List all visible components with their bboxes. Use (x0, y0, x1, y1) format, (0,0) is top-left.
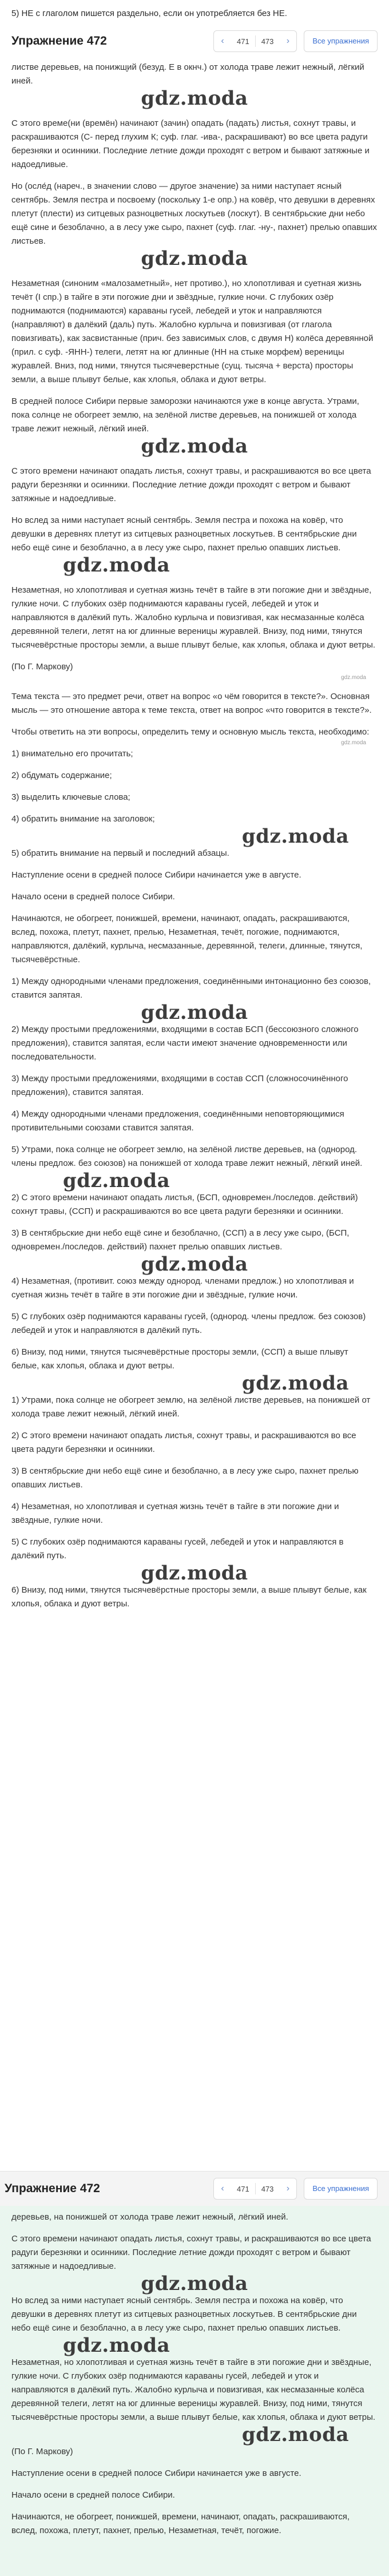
watermark: gdz.moda (141, 1562, 248, 1585)
exercise-pager (213, 30, 297, 52)
prev-arrow-icon[interactable]: ‹ (221, 36, 224, 46)
exercise-header (0, 24, 389, 58)
watermark: gdz.moda (141, 1253, 248, 1276)
solution-paragraph: С этого времени начинают опадать листья, сохнут травы, и раскрашиваются во все цвета радуги березняки и осинники. Последние летние дожди проходят с ветром и бывают затяжные и надоедливые. (11, 2234, 371, 2271)
solution-paragraph: Но вслед за ними наступает ясный сентябрь. Земля пестра и похожа на ковёр, что девушки в деревнях плетут из ситцевых разноцветных лоскутьев. В сентябрьские дни небо ещё сине и безоблачно, а в лесу уже сыро, пахнет прелью опавших листьев. (11, 515, 357, 553)
watermark: gdz.moda (241, 1372, 349, 1395)
prev-arrow-icon[interactable]: ‹ (221, 2184, 224, 2193)
watermark: gdz.moda (241, 2423, 349, 2446)
sentence-item: 5) С глубоких озёр поднимаются караваны гусей, (однород. члены предлож. без союзов) лебедей и уток и направляются в далёкий путь. (11, 1312, 366, 1335)
watermark: gdz.moda (141, 1001, 248, 1024)
sentence-item: 1) Утрами, пока солнце не обогреет землю, на зелёной листве деревьев, на понижшей от холода траве лежит нежный, лёгкий иней. (11, 1395, 371, 1419)
next-arrow-icon[interactable]: › (286, 2184, 290, 2193)
rule-item: 2) Между простыми предложениями, входящими в состав БСП (бессоюзного сложного предложения), ставится запятая, если части имеют значение одновременности или последовательности. (11, 1025, 359, 1062)
solution-paragraph: листве деревьев, на понижш̬ий (безуд. Е в окнч.) от холода траве лежит нежный, лёгкий иней. (11, 62, 364, 86)
exercise-title: Упражнение 472 (11, 34, 107, 47)
rule-item: 1) Между однородными членами предложения, соединёнными интонационно без союзов, ставится запятая. (11, 977, 371, 1000)
sentence-item: 5) С глубоких озёр поднимаются караваны гусей, лебедей и уток и направляются в далёкий путь. (11, 1537, 344, 1561)
sentence-item: 5) Утрами, пока солнце не обогреет землю, на зелёной листве деревьев, на (однород. члены предлож. без союзов) на понижшей от холода траве лежит нежный, лёгкий иней. (11, 1145, 363, 1168)
solution-paragraph: Тема текста — это предмет речи, ответ на вопрос «о чём говорится в тексте?». Основная мысль — это отношение автора к теме текста, ответ на вопрос «что говорится в тексте?». (11, 692, 372, 715)
sentence-item: 2) С этого времени начинают опадать листья, (БСП, одновремен./последов. действий) сохнут травы, (ССП) и раскрашиваются во все цвета радуги березняки и осинники. (11, 1193, 358, 1216)
solution-paragraph: Незаметная, но хлопотливая и суетная жизнь течёт в тайге в эти погожие дни и звёздные, гулкие ночи. С глубоких озёр поднимаются караваны гусей, лебедей и уток и направляются в далёкий путь. Жалобно курлыча и повизгивая, как несмазанные колёса деревянной телеги, летят на юг длинные вереницы журавлей. Внизу, под ними, тянутся тысячевёрстные просторы земли, а выше плывут белые, как хлопья, облака и дуют ветры. (11, 585, 376, 650)
list-item: 1) внимательно его прочитать; (11, 749, 133, 759)
main-idea: Наступление осени в средней полосе Сибири начинается уже в августе. (11, 870, 301, 880)
all-exercises-button[interactable]: Все упражнения (304, 2178, 378, 2200)
solution-paragraph: Чтобы ответить на эти вопросы, определить тему и основную мысль текста, необходимо: (11, 727, 370, 737)
list-item: 3) выделить ключевые слова; (11, 792, 130, 802)
prev-exercise-link[interactable]: 471 (236, 37, 249, 46)
sentence-item: 4) Незаметная, но хлопотливая и суетная жизнь течёт в тайге в эти погожие дни и звёздные, гулкие ночи. (11, 1502, 339, 1525)
solution-body (0, 58, 389, 1611)
list-item: 2) обдумать содержание; (11, 771, 112, 780)
solution-paragraph: С этого времени начинают опадать листья, сохнут травы, и раскрашиваются во все цвета радуги березняки и осинники. Последние летние дожди проходят с ветром и бывают затяжные и надоедливые. (11, 466, 371, 503)
main-idea: Наступление осени в средней полосе Сибири начинается уже в августе. (11, 2468, 301, 2478)
watermark: gdz.moda (141, 435, 248, 458)
text-title: Начало осени в средней полосе Сибири. (11, 892, 175, 902)
solution-paragraph: Но вслед за ними наступает ясный сентябрь. Земля пестра и похожа на ковёр, что девушки в деревнях плетут из ситцевых разноцветных лоскутьев. В сентябрьские дни небо ещё сине и безоблачно, а в лесу уже сыро, пахнет прелью опавших листьев. (11, 2296, 357, 2333)
solution-paragraph: С этого време(ни (времён) начинают (зачин) опадать (падать) листья, сохнут травы, и раскрашиваются (С- перед глухим К; суф. глаг. -ива-, раскрашивают) во все цвета радуги березняки и осинники. Последние летние дожди проходят с ветром и бывают затяжные и надоедливые. (11, 118, 370, 169)
solution-paragraph: Незаметная (синоним «малозаметный», нет противо.), но хлопотливая и суетная жизнь течёт (I спр.) в тайге в эти погожие дни и звёздные, гулкие ночи. С глубоких озёр поднимаются (поднимаются) караваны гусей, лебедей и уток и направляются (направляют) в далёкий (даль) путь. Жалобно курлыча и повизгивая (от глагола повизгивать), как засвистанные (прич. без зависимых слов, с двумя Н) колёса деревянной (прил. с суф. -ЯНН-) телеги, летят на юг длинные (НН на стыке морфем) вереницы журавлей. Вниз, под ними, тянутся тысячеверстные (сущ. тысяча + верста) просторы земли, а выше плывут белые, как хлопья, облака и дуют ветры. (11, 279, 374, 384)
sentence-item: 2) С этого времени начинают опадать листья, сохнут травы, и раскрашиваются во все цвета радуги березняки и осинники. (11, 1431, 356, 1454)
sentence-item: 6) Внизу, под ними, тянутся тысячевёрстные просторы земли, (ССП) а выше плывут белые, как хлопья, облака и дуют ветры. (11, 1347, 348, 1371)
solution-paragraph: Но (осле́д (нареч., в значении слово — другое значение) за ними наступает ясный сентябрь. Земля пестра и посвоему (поскольку 1-е опр.) на ковёр, что девушки в деревнях плетут (плести) из ситцевых разноцветных лоскутьев (лоскут). В сентябрьские дни небо ещё сине и безоблачно, а в лесу уже сыро, пахнет (суф. глаг. -ну-, пахнет) прелью опавших листьев. (11, 181, 377, 246)
prev-exercise-link[interactable]: 471 (236, 2184, 249, 2193)
watermark: gdz.moda (141, 247, 248, 270)
watermark: gdz.moda (63, 554, 170, 577)
solution-paragraph: Незаметная, но хлопотливая и суетная жизнь течёт в тайге в эти погожие дни и звёздные, гулкие ночи. С глубоких озёр поднимаются караваны гусей, лебедей и уток и направляются в далёкий путь. Жалобно курлыча и повизгивая, как несмазанные колёса деревянной телеги, летят на юг длинные вереницы журавлей. Внизу, под ними, тянутся тысячевёрстные просторы земли, а выше плывут белые, как хлопья, облака и дуют ветры. (11, 2357, 376, 2422)
next-exercise-link[interactable]: 473 (261, 2184, 274, 2193)
exercise-pager (213, 2178, 297, 2200)
list-item: 5) обратить внимание на первый и последний абзацы. (11, 848, 229, 858)
watermark: gdz.moda (241, 825, 349, 848)
watermark-small: gdz.moda (341, 674, 366, 681)
watermark: gdz.moda (141, 2272, 248, 2295)
sentence-item: 4) Незаметная, (противит. союз между однород. членами предлож.) но хлопотливая и суетная жизнь течёт в тайге в эти погожие дни и звёздные, гулкие ночи. (11, 1276, 354, 1300)
sentence-item: 3) В сентябрьские дни небо ещё сине и безоблачно, а в лесу уже сыро, пахнет прелью опавших листьев. (11, 1466, 359, 1490)
watermark-small: gdz.moda (341, 740, 366, 746)
text-title: Начало осени в средней полосе Сибири. (11, 2490, 175, 2500)
exercise-title: Упражнение 472 (5, 2182, 100, 2195)
rule-item: 4) Между однородными членами предложения, соединёнными неповторяющимися противительными союзами ставится запятая. (11, 1109, 344, 1133)
source-attribution: (По Г. Маркову) (11, 662, 73, 672)
rule-item: 3) Между простыми предложениями, входящими в состав ССП (сложносочинённого предложения), ставится запятая. (11, 1074, 348, 1097)
solution-paragraph: Начинаются, не обогреет, понижшей, времени, начинают, опадать, раскрашиваются, вслед, похожа, плетут, пахнет, прелью, Незаметная, течёт, погожие, поднимаются, направляются, далёкий, курлыча, несмазанные, деревянной, телеги, длинные, тянутся, тысячевёрстные. (11, 914, 363, 964)
note-text: 5) НЕ с глаголом пишется раздельно, если он употребляется без НЕ. (11, 9, 287, 18)
next-arrow-icon[interactable]: › (286, 36, 290, 46)
solution-paragraph: Начинаются, не обогреет, понижшей, времени, начинают, опадать, раскрашиваются, вслед, похожа, плетут, пахнет, прелью, Незаметная, течёт, погожие. (11, 2512, 350, 2535)
watermark: gdz.moda (63, 2334, 170, 2357)
next-exercise-link[interactable]: 473 (261, 37, 274, 46)
solution-paragraph: деревьев, на понижшей от холода траве лежит нежный, лёгкий иней. (11, 2212, 288, 2222)
solution-paragraph: В средней полосе Сибири первые заморозки начинаются уже в конце августа. Утрами, пока солнце не обогреет землю, на зелёной листве деревьев, на понижшей от холода траве лежит нежный, лёгкий иней. (11, 396, 359, 434)
sentence-item: 3) В сентябрьские дни небо ещё сине и безоблачно, (ССП) а в лесу уже сыро, (БСП, одновремен./последов. действий) пахнет прелью опавших листьев. (11, 1228, 350, 1252)
exercise-header-repeat (0, 2171, 389, 2206)
all-exercises-button[interactable]: Все упражнения (304, 30, 378, 52)
source-attribution: (По Г. Маркову) (11, 2447, 73, 2456)
solution-body-2 (0, 2206, 389, 2576)
watermark: gdz.moda (141, 87, 248, 110)
list-item: 4) обратить внимание на заголовок; (11, 814, 155, 824)
watermark: gdz.moda (63, 1169, 170, 1192)
sentence-item: 6) Внизу, под ними, тянутся тысячевёрстные просторы земли, а выше плывут белые, как хлопья, облака и дуют ветры. (11, 1585, 367, 1609)
